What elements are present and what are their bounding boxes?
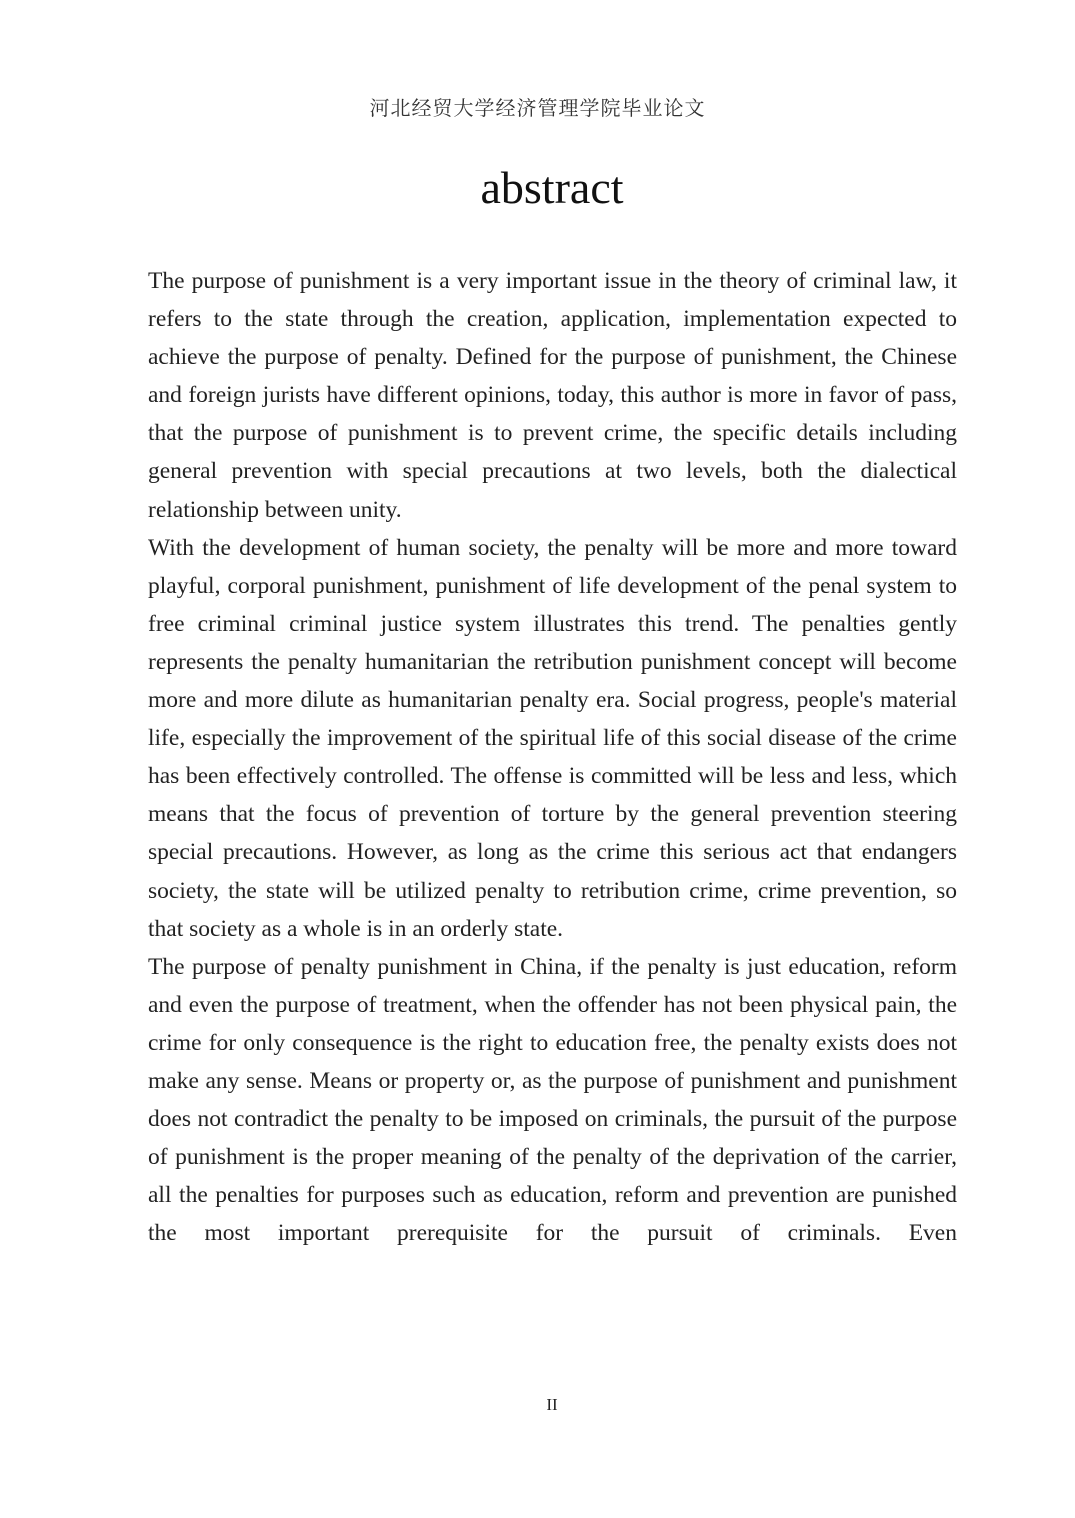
abstract-body bbox=[148, 262, 957, 1252]
abstract-paragraph-3: The purpose of penalty punishment in China, if the penalty is just education, reform and even the purpose of treatment, when the offender has not been physical pain, the crime for only consequence is the right to education free, the penalty exists does not make any sense. Means or property or, as the purpose of punishment and punishment does not contradict the penalty to be imposed on criminals, the pursuit of the purpose of punishment is the proper meaning of the penalty of the deprivation of the carrier, all the penalties for purposes such as education, reform and prevention are punished the most important prerequisite for the pursuit of criminals. Even bbox=[148, 953, 957, 1247]
abstract-paragraph-2: With the development of human society, the penalty will be more and more toward playful, corporal punishment, punishment of life development of the penal system to free criminal criminal justice system illustrates this trend. The penalties gently represents the penalty humanitarian the retribution punishment concept will become more and more dilute as humanitarian penalty era. Social progress, people's material life, especially the improvement of the spiritual life of this social disease of the crime has been effectively controlled. The offense is committed will be less and less, which means that the focus of prevention of torture by the general prevention steering special precautions. However, as long as the crime this serious act that endangers society, the state will be utilized penalty to retribution crime, crime prevention, so that society as a whole is in an orderly state. bbox=[148, 534, 957, 942]
abstract-paragraph-1: The purpose of punishment is a very important issue in the theory of criminal law, it refers to the state through the creation, application, implementation expected to achieve the purpose of penalty. Defined for the purpose of punishment, the Chinese and foreign jurists have different opinions, today, this author is more in favor of pass, that the purpose of punishment is to prevent crime, the specific details including general prevention with special precautions at two levels, both the dialectical relationship between unity. bbox=[148, 268, 957, 523]
abstract-title: abstract bbox=[480, 162, 624, 213]
running-header: 河北经贸大学经济管理学院毕业论文 bbox=[369, 98, 706, 120]
page-number: II bbox=[546, 1395, 558, 1414]
